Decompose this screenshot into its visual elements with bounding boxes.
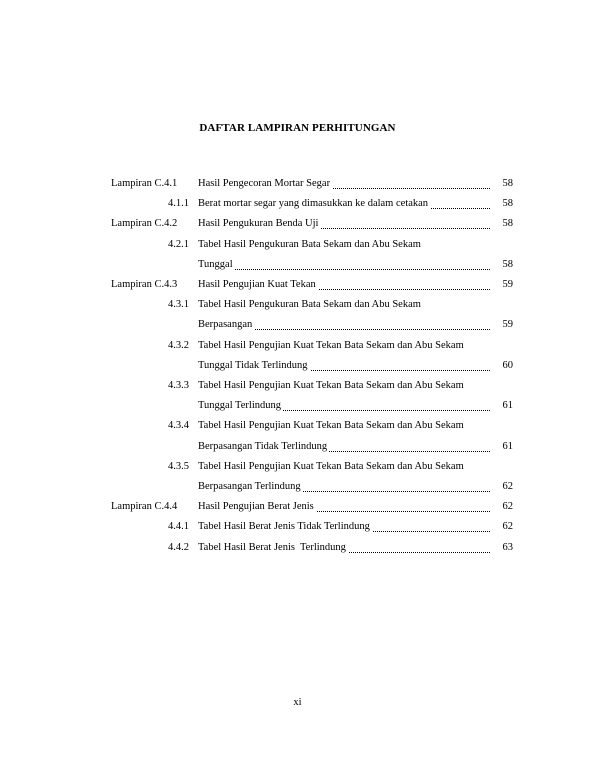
toc-entry bbox=[0, 216, 595, 232]
toc-entry-title: Tunggal bbox=[198, 258, 233, 270]
dot-leader bbox=[198, 269, 490, 270]
toc-entry bbox=[0, 317, 595, 333]
toc-entry-title: Berpasangan Terlindung bbox=[198, 481, 301, 492]
toc-entry-page: 58 bbox=[502, 178, 513, 189]
toc-entry-label: Lampiran C.4.1 bbox=[111, 178, 178, 189]
toc-entry-page: 59 bbox=[502, 319, 513, 331]
toc-entry-title-cell bbox=[198, 257, 490, 273]
toc-entry-title-cell bbox=[198, 540, 490, 556]
toc-entry-title: Hasil Pengukuran Benda Uji bbox=[198, 218, 319, 230]
toc-entry-title: Tabel Hasil Berat Jenis Terlindung bbox=[198, 541, 346, 553]
page-title: DAFTAR LAMPIRAN PERHITUNGAN bbox=[199, 122, 396, 134]
toc-entry-title: Hasil Pengujian Kuat Tekan bbox=[198, 279, 316, 290]
toc-entry-title: Hasil Pengujian Berat Jenis bbox=[198, 501, 314, 513]
toc-entry bbox=[0, 479, 595, 495]
toc-entry-label: 4.3.1 bbox=[168, 299, 189, 311]
toc-entry-label: 4.1.1 bbox=[168, 198, 189, 210]
toc-entry-title: Tunggal Terlindung bbox=[198, 400, 281, 412]
toc-entry-label: 4.3.2 bbox=[168, 339, 189, 351]
toc-entry-page: 58 bbox=[502, 218, 513, 230]
toc-entry-title-cell bbox=[198, 378, 490, 394]
toc-entry-title-cell bbox=[198, 418, 490, 434]
toc-entry-page: 63 bbox=[502, 541, 513, 553]
toc-entry bbox=[0, 338, 595, 354]
toc-entry-label: 4.3.5 bbox=[168, 460, 189, 472]
toc-entry bbox=[0, 196, 595, 212]
toc-entry-label: 4.4.1 bbox=[168, 521, 189, 533]
toc-entry bbox=[0, 378, 595, 394]
toc-entry-title-cell bbox=[198, 237, 490, 253]
toc-entry-title-cell bbox=[198, 358, 490, 374]
toc-entry-title: Berpasangan Tidak Terlindung bbox=[198, 440, 328, 452]
toc-entry bbox=[0, 277, 595, 293]
toc-entry-title-cell bbox=[198, 176, 490, 192]
toc-entry-page: 62 bbox=[502, 501, 513, 513]
toc-entry-title: Tabel Hasil Pengujian Kuat Tekan Bata Sekam dan Abu Sekam bbox=[198, 339, 464, 351]
toc-entry-title: Tabel Hasil Pengukuran Bata Sekam dan Abu Sekam bbox=[198, 238, 421, 250]
toc-entry bbox=[0, 257, 595, 273]
toc-entry bbox=[0, 398, 595, 414]
toc-entry-page: 60 bbox=[502, 359, 513, 371]
toc-entry bbox=[0, 358, 595, 374]
toc-entry-title-cell bbox=[198, 297, 490, 313]
toc-entry-title-cell bbox=[198, 479, 490, 495]
toc-entry-page: 61 bbox=[502, 400, 513, 412]
toc-entry-title: Hasil Pengecoran Mortar Segar bbox=[198, 178, 331, 189]
toc-entry-page: 61 bbox=[502, 440, 513, 452]
toc-entry-page: 62 bbox=[502, 481, 513, 492]
toc-entry-label: Lampiran C.4.3 bbox=[111, 279, 178, 290]
toc-entry-label: 4.3.3 bbox=[168, 380, 189, 391]
toc-entry-label: 4.4.2 bbox=[168, 541, 189, 553]
toc-entry-title-cell bbox=[198, 317, 490, 333]
toc-entry-title-cell bbox=[198, 439, 490, 455]
toc-entry-title-cell bbox=[198, 277, 490, 293]
toc-entry-title: Tabel Hasil Pengujian Kuat Tekan Bata Sekam dan Abu Sekam bbox=[198, 460, 464, 472]
toc-entry-title-cell bbox=[198, 216, 490, 232]
toc-entry-title-cell bbox=[198, 459, 490, 475]
toc-entry-page: 62 bbox=[502, 521, 513, 533]
toc-entry-title-cell bbox=[198, 338, 490, 354]
toc-entry bbox=[0, 459, 595, 475]
toc-entry-title-cell bbox=[198, 499, 490, 515]
toc-entry-title: Tabel Hasil Pengujian Kuat Tekan Bata Sekam dan Abu Sekam bbox=[198, 420, 464, 432]
toc-entry bbox=[0, 418, 595, 434]
toc-entry-label: Lampiran C.4.2 bbox=[111, 218, 178, 230]
toc-entry bbox=[0, 237, 595, 253]
toc-entry bbox=[0, 519, 595, 535]
toc-entry-page: 58 bbox=[502, 258, 513, 270]
toc-entry-title: Berpasangan bbox=[198, 319, 253, 331]
toc-entry-page: 59 bbox=[502, 279, 513, 290]
toc-entry bbox=[0, 439, 595, 455]
toc-entry bbox=[0, 297, 595, 313]
toc-entry bbox=[0, 540, 595, 556]
toc-entry-title-cell bbox=[198, 519, 490, 535]
toc-entry bbox=[0, 499, 595, 515]
toc-entry bbox=[0, 176, 595, 192]
toc-entry-page: 58 bbox=[502, 198, 513, 210]
toc-entry-title: Tabel Hasil Pengujian Kuat Tekan Bata Sekam dan Abu Sekam bbox=[198, 380, 464, 391]
toc-entry-title: Tabel Hasil Berat Jenis Tidak Terlindung bbox=[198, 521, 370, 533]
toc-entry-label: 4.3.4 bbox=[168, 420, 189, 432]
toc-entry-title-cell bbox=[198, 196, 490, 212]
toc-entry-title: Berat mortar segar yang dimasukkan ke dalam cetakan bbox=[198, 198, 429, 210]
toc-entry-title: Tunggal Tidak Terlindung bbox=[198, 359, 308, 371]
toc-entry-label: Lampiran C.4.4 bbox=[111, 501, 178, 513]
toc-entry-title: Tabel Hasil Pengukuran Bata Sekam dan Abu Sekam bbox=[198, 299, 421, 311]
page-number: xi bbox=[293, 697, 302, 708]
toc-entry-title-cell bbox=[198, 398, 490, 414]
toc-entry-label: 4.2.1 bbox=[168, 238, 189, 250]
